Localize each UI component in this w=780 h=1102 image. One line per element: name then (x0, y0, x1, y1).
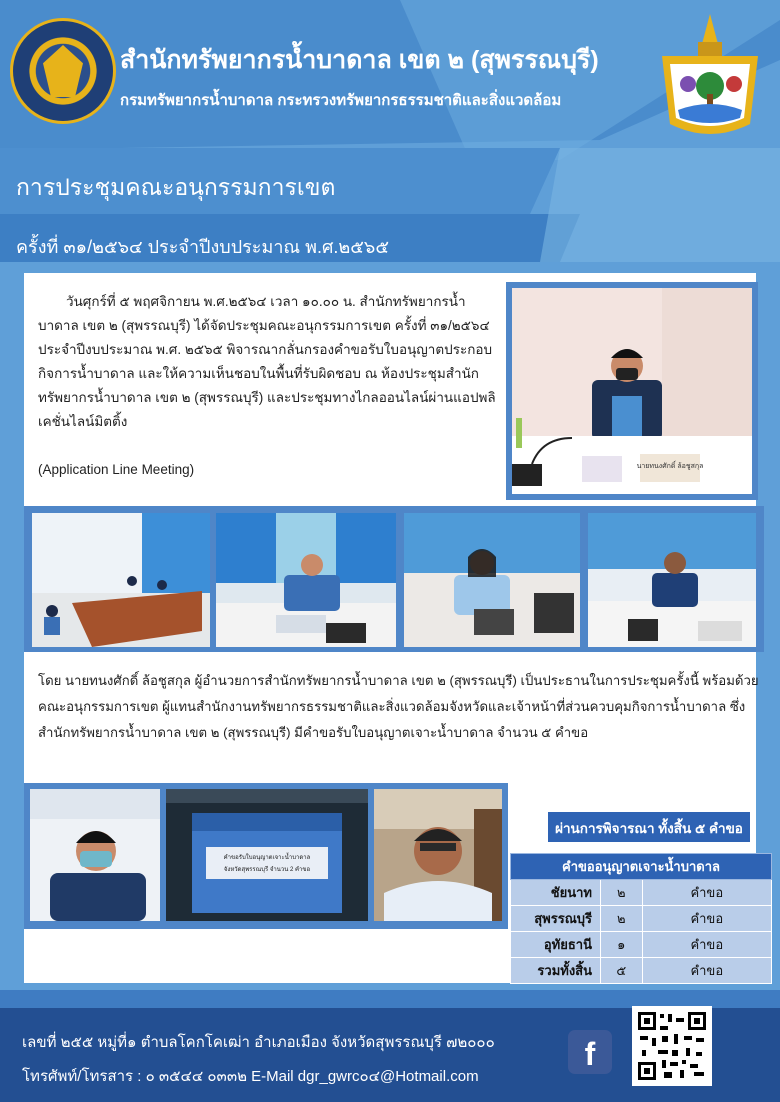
province-cell: รวมทั้งสิ้น (511, 958, 601, 984)
count-cell: ๒ (601, 906, 643, 932)
table-row (511, 932, 772, 958)
count-cell: ๕ (601, 958, 643, 984)
table-row (511, 906, 772, 932)
screen-line1: คำขอรับใบอนุญาตเจาะน้ำบาดาล (223, 855, 311, 861)
screen-line2: จังหวัดสุพรรณบุรี จำนวน 2 คำขอ (223, 867, 311, 873)
province-cell: สุพรรณบุรี (511, 906, 601, 932)
intro-paragraph (38, 290, 498, 434)
unit-cell: คำขอ (642, 880, 771, 906)
section-title: การประชุมคณะอนุกรรมการเขต (16, 174, 336, 200)
online-participant-photo-2 (374, 789, 502, 921)
meeting-room-photo-4 (588, 513, 756, 647)
unit-cell: คำขอ (642, 932, 771, 958)
online-screen-share-photo (166, 789, 368, 921)
unit-cell: คำขอ (642, 906, 771, 932)
province-cell: ชัยนาท (511, 880, 601, 906)
qr-code-icon[interactable] (632, 1006, 712, 1086)
chairman-paragraph: โดย นายทนงศักดิ์ ล้อชูสกุล ผู้อำนวยการสำนักทรัพยากรน้ำบาดาล เขต ๒ (สุพรรณบุรี) เป็นประธานในการประชุมครั้งนี้ พร้อมด้วยคณะอนุกรรมการเขต ผู้แทนสำนักงานทรัพยากรธรรมชาติและสิ่งแวดล้อมจังหวัดและเจ้าหน้าที่ส่วนควบคุมกิจการน้ำบาดาล ซึ่งสำนักทรัพยากรน้ำบาดาล เขต ๒ (สุพรรณบุรี) มีคำขอรับใบอนุญาตเจาะน้ำบาดาล จำนวน ๕ คำขอ (38, 673, 759, 740)
count-cell: ๑ (601, 932, 643, 958)
unit-cell: คำขอ (642, 958, 771, 984)
footer-contact: โทรศัพท์/โทรสาร : ๐ ๓๕๔๔ ๐๓๓๒ E-Mail dgr_gwrc๐๔@Hotmail.com (22, 1068, 479, 1085)
meeting-room-photo-1 (32, 513, 210, 647)
table-header: คำขออนุญาตเจาะน้ำบาดาล (511, 854, 772, 880)
permit-requests-table (510, 853, 772, 984)
header-subtitle: กรมทรัพยากรน้ำบาดาล กระทรวงทรัพยากรธรรมชาติและสิ่งแวดล้อม (120, 92, 562, 109)
intro-text: วันศุกร์ที่ ๕ พฤศจิกายน พ.ศ.๒๕๖๔ เวลา ๑๐.๐๐ น. สำนักทรัพยากรน้ำบาดาล เขต ๒ (สุพรรณบุรี) ได้จัดประชุมคณะอนุกรรมการเขต ครั้งที่ ๓๑/๒๕๖๔ ประจำปีงบประมาณ พ.ศ. ๒๕๖๕ พิจารณากลั่นกรองคำขอรับใบอนุญาตประกอบกิจการน้ำบาดาล และให้ความเห็นชอบในพื้นที่รับผิดชอบ ณ ห้องประชุมสำนักทรัพยากรน้ำบาดาล เขต ๒ (สุพรรณบุรี) และประชุมทางไกลออนไลน์ผ่านแอปพลิเคชั่นไลน์มิตติ้ง (38, 294, 496, 429)
table-row (511, 880, 772, 906)
header-title: สำนักทรัพยากรน้ำบาดาล เขต ๒ (สุพรรณบุรี) (120, 46, 599, 74)
meeting-room-photo-3 (404, 513, 580, 647)
table-total-row (511, 958, 772, 984)
intro-paragraph-en: (Application Line Meeting) (38, 462, 195, 477)
chairman-photo (506, 282, 758, 500)
online-participant-photo-1 (30, 789, 160, 921)
department-logo-icon (10, 18, 116, 124)
nameplate-text: นายทนงศักดิ์ ล้อชูสกุล (636, 463, 704, 470)
count-cell: ๒ (601, 880, 643, 906)
section-subtitle: ครั้งที่ ๓๑/๒๕๖๔ ประจำปีงบประมาณ พ.ศ.๒๕๖๕ (16, 237, 389, 257)
meeting-room-photo-2 (216, 513, 396, 647)
office-emblem-icon (654, 14, 766, 142)
footer-address: เลขที่ ๒๕๕ หมู่ที่๑ ตำบลโคกโคเฒ่า อำเภอเมือง จังหวัดสุพรรณบุรี ๗๒๐๐๐ (22, 1034, 495, 1051)
province-cell: อุทัยธานี (511, 932, 601, 958)
approved-summary-label: ผ่านการพิจารณา ทั้งสิ้น ๕ คำขอ (546, 810, 752, 844)
facebook-icon[interactable]: f (568, 1030, 612, 1074)
